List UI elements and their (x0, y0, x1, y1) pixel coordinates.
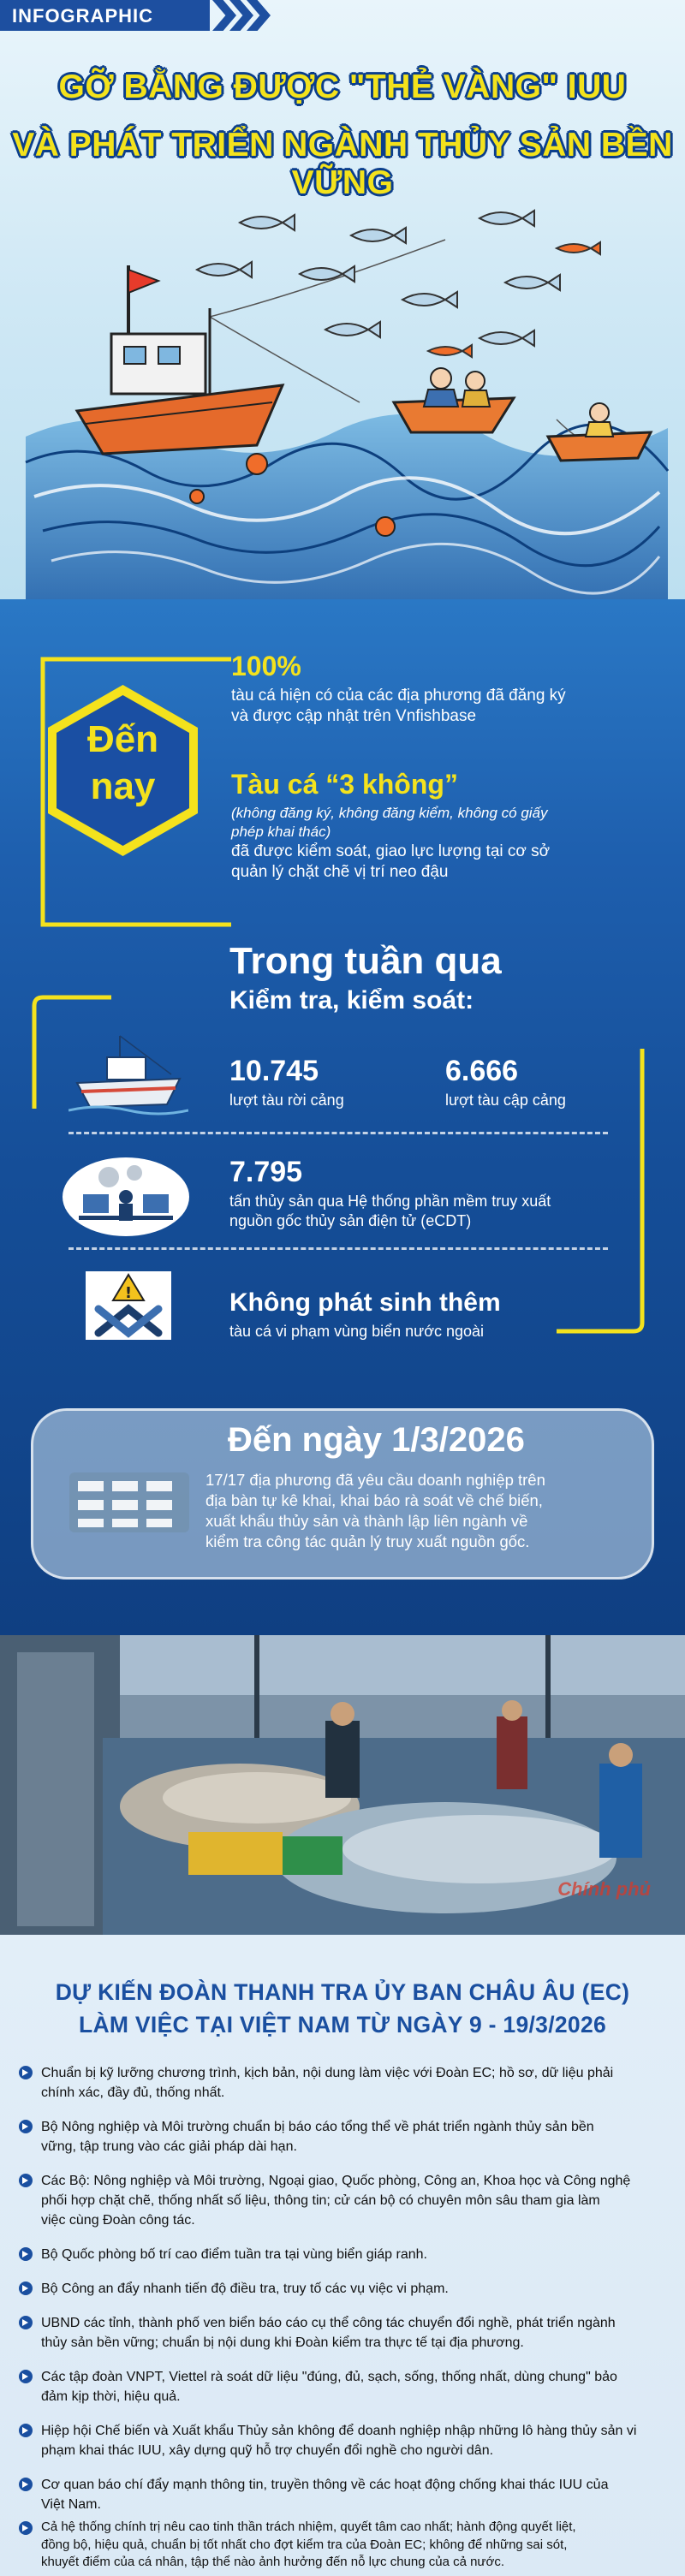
docked-value: 6.666 (445, 1055, 519, 1087)
ec-plan-section (0, 1935, 685, 2576)
play-bullet-icon (19, 2174, 33, 2187)
three-no-desc-2: quản lý chặt chẽ vị trí neo đậu (231, 863, 449, 881)
tons-desc-2: nguồn gốc thủy sản điện tử (eCDT) (229, 1212, 472, 1229)
list-item: Cơ quan báo chí đẩy mạnh thông tin, truyền thông về các hoạt động chống khai thác IUU của Việt Nam. (41, 2475, 645, 2514)
deadline-desc-1: 17/17 địa phương đã yêu cầu doanh nghiệp trên (206, 1471, 545, 1489)
plan-heading-line1: DỰ KIẾN ĐOÀN THANH TRA ỦY BAN CHÂU ÂU (EC) (55, 1979, 630, 2005)
list-item: Bộ Quốc phòng bố trí cao điểm tuần tra tại vùng biển giáp ranh. (41, 2245, 645, 2264)
hex-label-line1: Đến (86, 718, 159, 760)
list-item: Các Bộ: Nông nghiệp và Môi trường, Ngoại giao, Quốc phòng, Công an, Khoa học và Công nghệ phối hợp chặt chẽ, thống nhất số liệu, thông tin; cử cán bộ có chuyên môn sâu tham gia làm việc cùng Đoàn công tác. (41, 2171, 645, 2231)
three-no-note-1: (không đăng ký, không đăng kiểm, không có giấy (231, 805, 548, 821)
deadline-desc-2: địa bàn tự kê khai, khai báo rà soát về chế biến, (206, 1491, 543, 1509)
docked-label: lượt tàu cập cảng (445, 1092, 566, 1109)
deadline-desc-3: xuất khẩu thủy sản và thành lập liên ngành về (206, 1512, 528, 1530)
play-bullet-icon (19, 2370, 33, 2383)
deadline-title: Đến ngày 1/3/2026 (228, 1421, 525, 1459)
divider (68, 1247, 608, 1250)
list-item: Cả hệ thống chính trị nêu cao tinh thần trách nhiệm, quyết tâm cao nhất; hành động quyết liệt, đồng bộ, hiệu quả, chuẩn bị tốt nhất cho đợt kiểm tra của Đoàn EC; không để những sai sót, khuyết điểm của cá nhân, tập thể nào ảnh hưởng đến nỗ lực chung của cả nước. (41, 2519, 645, 2572)
list-item: Hiệp hội Chế biến và Xuất khẩu Thủy sản không để doanh nghiệp nhập những lô hàng thủy sản vi phạm khai thác IUU, xây dựng quỹ hỗ trợ chuyển đổi nghề cho người dân. (41, 2421, 645, 2460)
page-title-line1: GỠ BẰNG ĐƯỢC "THẺ VÀNG" IUU (58, 68, 627, 105)
three-no-title: Tàu cá “3 không” (231, 769, 458, 800)
week-subtitle: Kiểm tra, kiểm soát: (229, 986, 474, 1014)
tons-desc-1: tấn thủy sản qua Hệ thống phần mềm truy xuất (229, 1193, 551, 1210)
percent-desc-1: tàu cá hiện có của các địa phương đã đăng ký (231, 687, 566, 705)
play-bullet-icon (19, 2478, 33, 2491)
percent-desc-2: và được cập nhật trên Vnfishbase (231, 707, 477, 725)
page-title-line2: VÀ PHÁT TRIỂN NGÀNH THỦY SẢN BỀN VỮNG (12, 127, 673, 201)
divider (68, 1132, 608, 1134)
stats-section (0, 599, 685, 1635)
play-bullet-icon (19, 2521, 33, 2535)
fishing-illustration (0, 188, 685, 599)
office-icon (62, 1156, 190, 1237)
list-item: UBND các tỉnh, thành phố ven biển báo cáo cụ thể công tác chuyển đổi nghề, phát triển ngành thủy sản bền vững; chuẩn bị nội dung khi Đoàn kiểm tra thực tế tại địa phương. (41, 2313, 645, 2353)
fishing-port-photo (0, 1635, 685, 1935)
plan-heading-line2: LÀM VIỆC TẠI VIỆT NAM TỪ NGÀY 9 - 19/3/2026 (78, 2012, 607, 2038)
no-violation-desc: tàu cá vi phạm vùng biển nước ngoài (229, 1323, 485, 1340)
three-no-desc-1: đã được kiểm soát, giao lực lượng tại cơ sở (231, 842, 551, 860)
list-item: Bộ Công an đẩy nhanh tiến độ điều tra, truy tố các vụ việc vi phạm. (41, 2279, 645, 2299)
no-violation-icon (86, 1271, 171, 1340)
tons-value: 7.795 (229, 1156, 303, 1188)
departed-label: lượt tàu rời cảng (229, 1092, 344, 1109)
infographic-tag: INFOGRAPHIC (0, 0, 210, 31)
play-bullet-icon (19, 2424, 33, 2437)
ship-icon (68, 1032, 188, 1117)
hex-label-line2: nay (90, 765, 156, 807)
svg-text:!: ! (124, 1284, 133, 1302)
photo-watermark: Chính phủ (557, 1878, 651, 1900)
three-no-note-2: phép khai thác) (231, 824, 331, 840)
list-item: Bộ Nông nghiệp và Môi trường chuẩn bị báo cáo tổng thể về phát triển ngành thủy sản bền vững, tập trung vào các giải pháp dài hạn. (41, 2117, 645, 2157)
play-bullet-icon (19, 2247, 33, 2261)
no-violation-title: Không phát sinh thêm (229, 1288, 501, 1317)
week-title: Trong tuần qua (229, 940, 502, 982)
percent-value: 100% (231, 651, 301, 681)
departed-value: 10.745 (229, 1055, 319, 1087)
list-item: Các tập đoàn VNPT, Viettel rà soát dữ liệu "đúng, đủ, sạch, sống, thống nhất, dùng chung" bảo đảm kịp thời, hiệu quả. (41, 2367, 645, 2406)
play-bullet-icon (19, 2316, 33, 2329)
play-bullet-icon (19, 2120, 33, 2133)
play-bullet-icon (19, 2282, 33, 2295)
deadline-desc-4: kiểm tra công tác quản lý truy xuất nguồn gốc. (206, 1532, 530, 1550)
list-item: Chuẩn bị kỹ lưỡng chương trình, kịch bản, nội dung làm việc với Đoàn EC; hồ sơ, dữ liệu phải chính xác, đầy đủ, thống nhất. (41, 2063, 645, 2103)
factory-icon (65, 1455, 194, 1541)
header-section (0, 0, 685, 599)
play-bullet-icon (19, 2066, 33, 2079)
chevron-icon (212, 0, 236, 31)
